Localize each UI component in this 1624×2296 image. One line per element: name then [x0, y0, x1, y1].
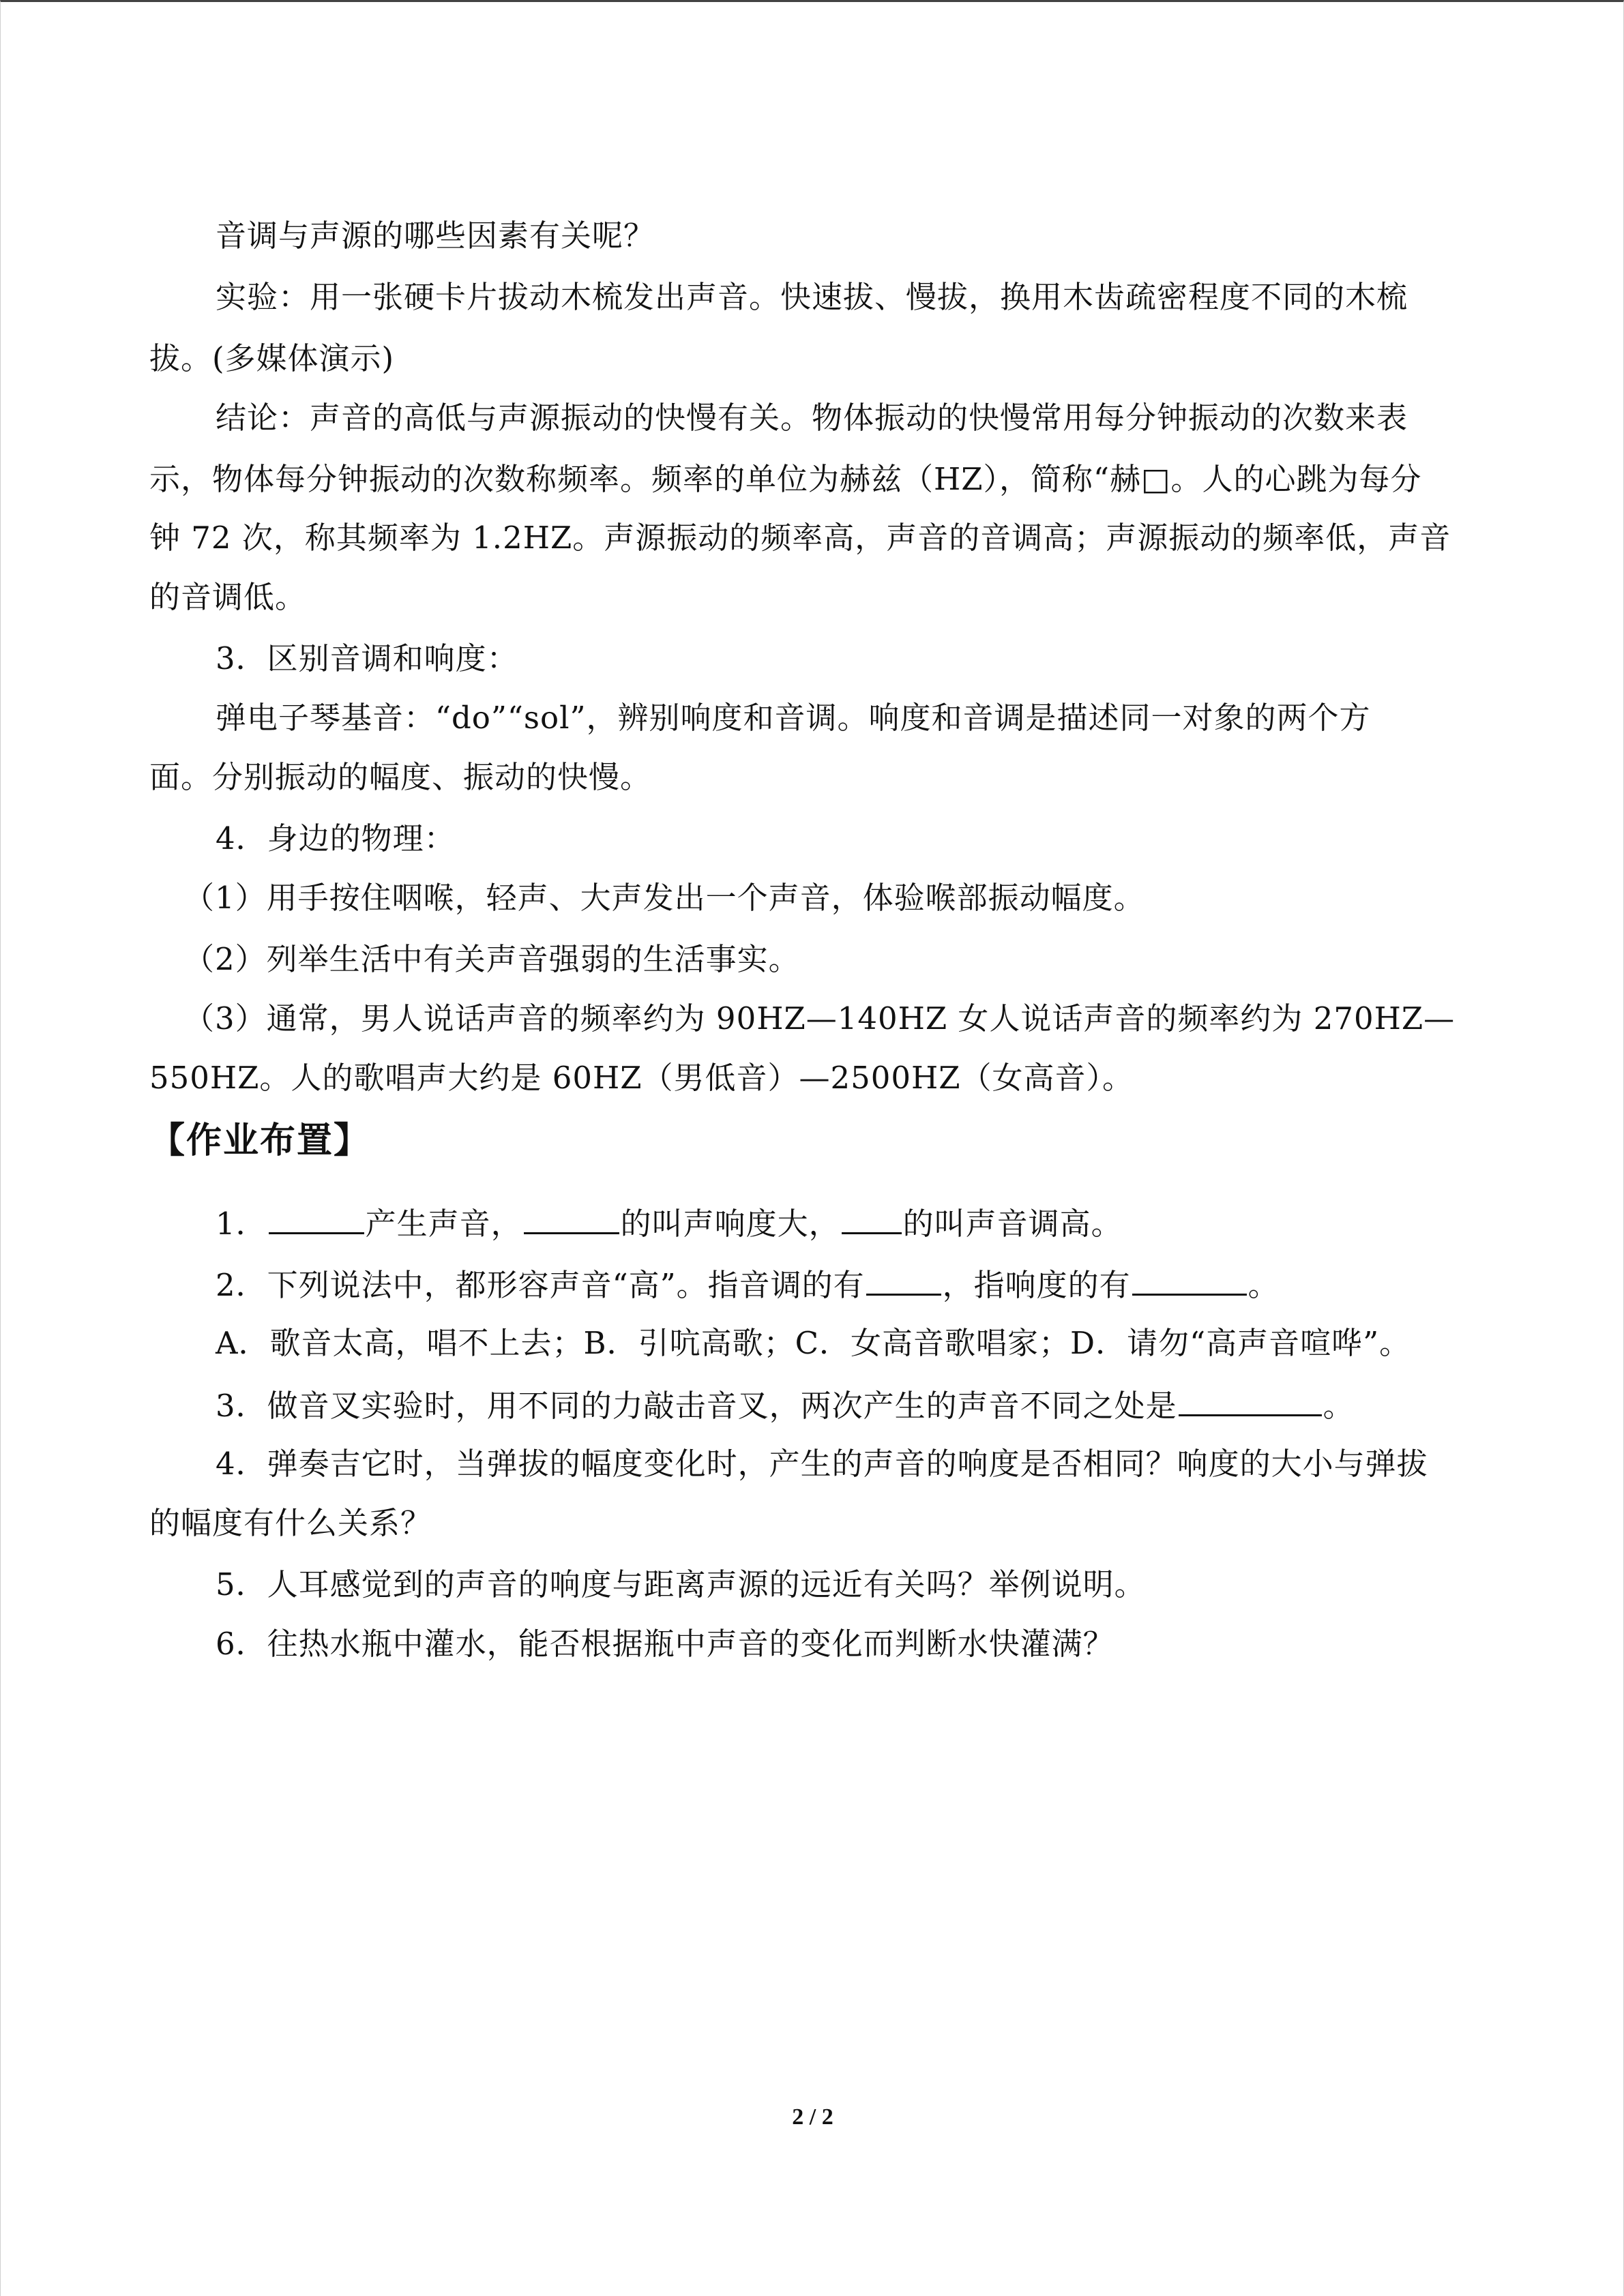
- answer-blank[interactable]: [524, 1202, 619, 1234]
- q1-text-b: 的叫声响度大，: [620, 1206, 840, 1242]
- paragraph-conclusion-cont-1: 示，物体每分钟振动的次数称频率。频率的单位为赫兹（HZ），简称“赫□。人的心跳为每分: [149, 461, 1422, 497]
- list-item-3-cont: 550HZ。人的歌唱声大约是 60HZ（男低音）—2500HZ（女高音）。: [149, 1060, 1134, 1096]
- q3-text-a: 3．做音叉实验时，用不同的力敲击音叉，两次产生的声音不同之处是: [216, 1388, 1177, 1424]
- q2-text-a: 2．下列说法中，都形容声音“高”。指音调的有: [216, 1267, 865, 1303]
- paragraph-conclusion: 结论：声音的高低与声源振动的快慢有关。物体振动的快慢常用每分钟振动的次数来表: [216, 400, 1408, 436]
- list-item-1: （1）用手按住咽喉，轻声、大声发出一个声音，体验喉部振动幅度。: [183, 880, 1145, 916]
- list-item-3: （3）通常，男人说话声音的频率约为 90HZ—140HZ 女人说话声音的频率约为 270HZ—: [183, 1000, 1456, 1037]
- homework-q3: [216, 1384, 1355, 1427]
- homework-q4: 4．弹奏吉它时，当弹拔的幅度变化时，产生的声音的响度是否相同？响度的大小与弹拔: [216, 1446, 1428, 1482]
- list-item-2: （2）列举生活中有关声音强弱的生活事实。: [183, 941, 800, 977]
- paragraph-pitch-question: 音调与声源的哪些因素有关呢？: [216, 218, 655, 254]
- homework-q2-options: A．歌音太高，唱不上去；B．引吭高歌；C．女高音歌唱家；D．请勿“高声音喧哗”。: [216, 1325, 1411, 1361]
- answer-blank[interactable]: [1179, 1384, 1322, 1416]
- q1-number: 1．: [216, 1206, 267, 1242]
- homework-q2: [216, 1264, 1280, 1306]
- paragraph-experiment-cont: 拔。(多媒体演示): [149, 340, 395, 376]
- q1-text-a: 产生声音，: [365, 1206, 522, 1242]
- section-heading-4: 4．身边的物理：: [216, 820, 456, 856]
- answer-blank[interactable]: [1132, 1264, 1247, 1296]
- homework-q6: 6．往热水瓶中灌水，能否根据瓶中声音的变化而判断水快灌满？: [216, 1626, 1114, 1662]
- homework-q4-cont: 的幅度有什么关系？: [149, 1505, 432, 1541]
- answer-blank[interactable]: [842, 1202, 902, 1234]
- section-heading-3: 3．区别音调和响度：: [216, 640, 518, 676]
- q3-text-b: 。: [1323, 1388, 1355, 1424]
- paragraph-experiment: 实验：用一张硬卡片拔动木梳发出声音。快速拔、慢拔，换用木齿疏密程度不同的木梳: [216, 279, 1408, 315]
- paragraph-conclusion-cont-3: 的音调低。: [149, 579, 307, 615]
- q2-text-c: 。: [1247, 1267, 1280, 1303]
- q1-text-c: 的叫声音调高。: [902, 1206, 1123, 1242]
- answer-blank[interactable]: [269, 1202, 364, 1234]
- answer-blank[interactable]: [866, 1264, 941, 1296]
- paragraph-conclusion-cont-2: 钟 72 次，称其频率为 1.2HZ。声源振动的频率高，声音的音调高；声源振动的频率低，声音: [149, 520, 1451, 556]
- paragraph-keyboard: 弹电子琴基音：“do”“sol”，辨别响度和音调。响度和音调是描述同一对象的两个方: [216, 700, 1371, 736]
- page-number: 2 / 2: [792, 2104, 833, 2130]
- paragraph-keyboard-cont: 面。分别振动的幅度、振动的快慢。: [149, 759, 652, 795]
- homework-q1: [216, 1202, 1123, 1244]
- q2-text-b: ，指响度的有: [942, 1267, 1131, 1303]
- homework-q5: 5．人耳感觉到的声音的响度与距离声源的远近有关吗？举例说明。: [216, 1566, 1146, 1602]
- homework-title: 【作业布置】: [149, 1120, 371, 1161]
